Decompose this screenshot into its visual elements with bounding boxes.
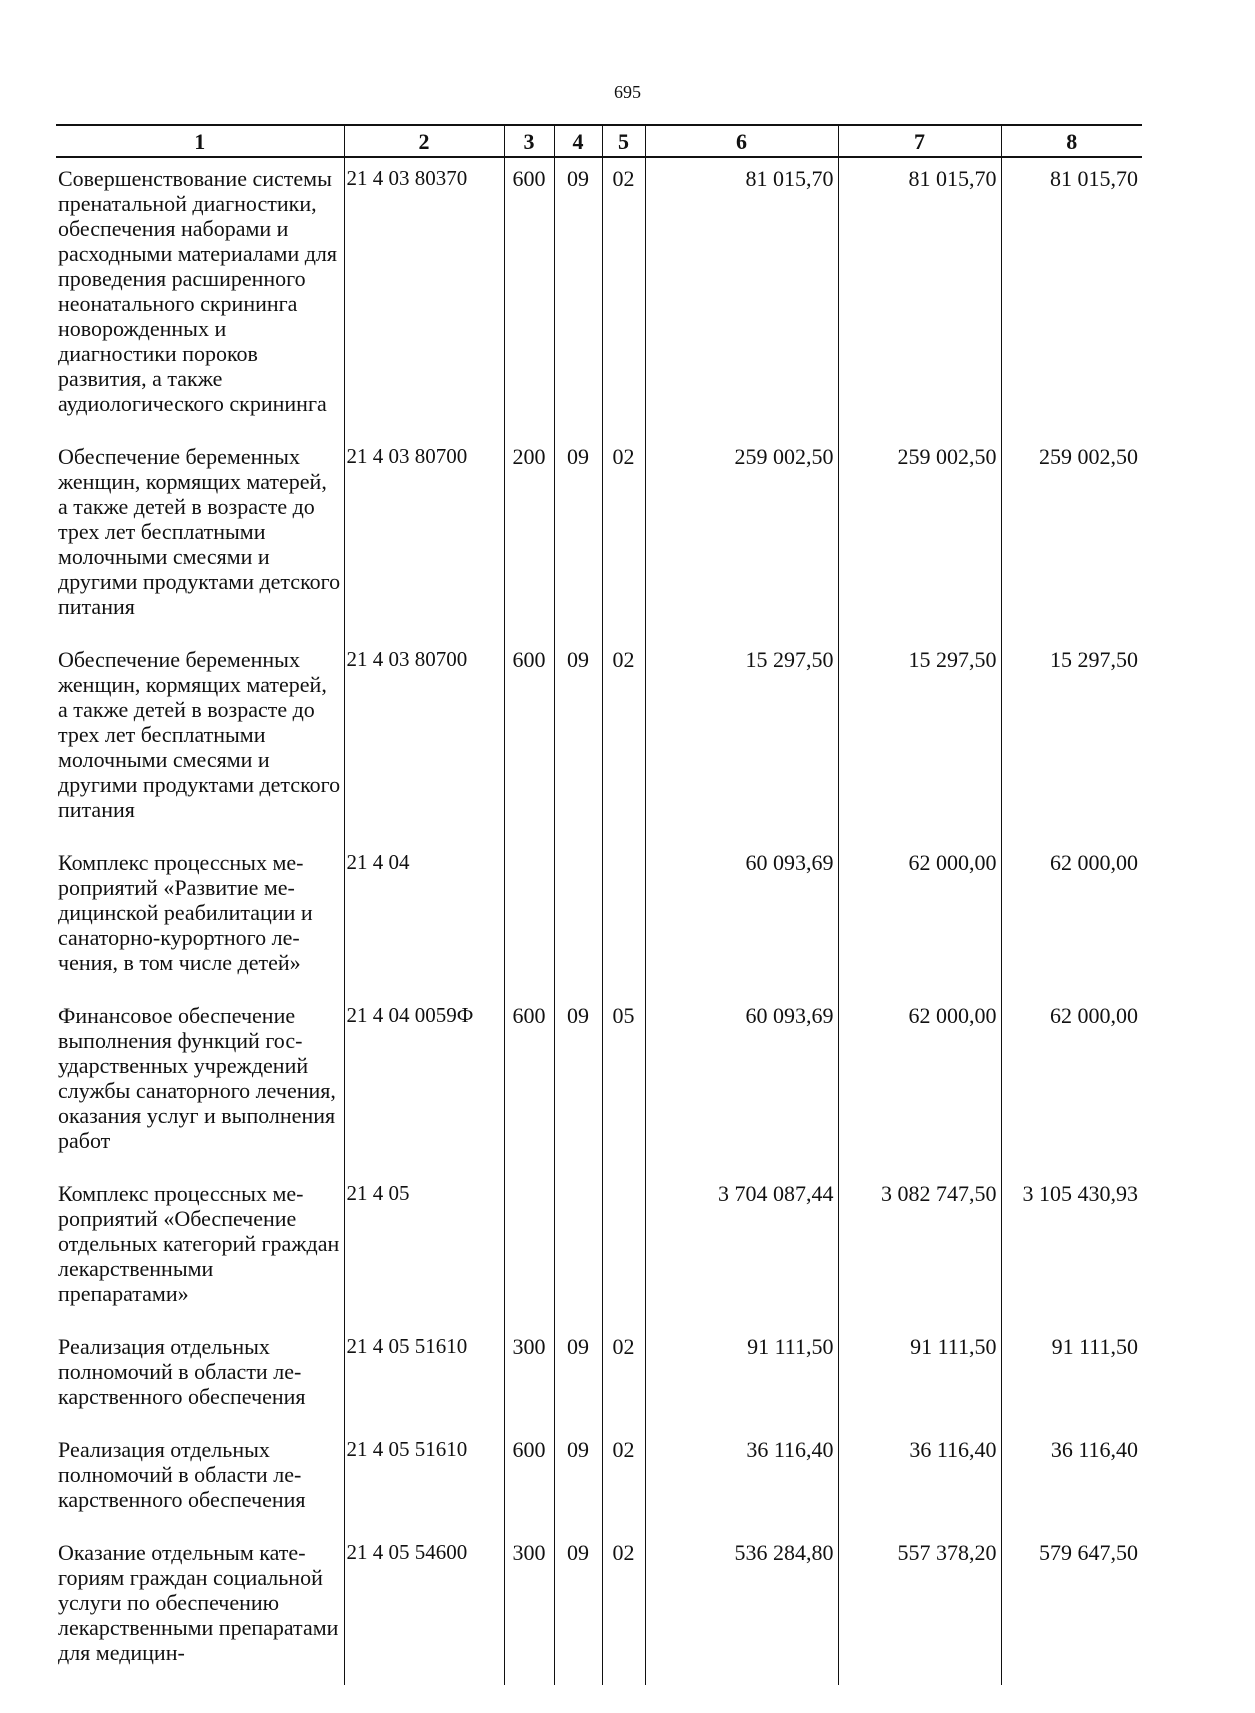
row-col6-amount: 15 297,50 — [645, 639, 838, 842]
row-col6-amount: 60 093,69 — [645, 995, 838, 1173]
row-col3: 600 — [504, 995, 554, 1173]
row-col6-amount: 60 093,69 — [645, 842, 838, 995]
row-col3: 200 — [504, 436, 554, 639]
column-header: 6 — [645, 125, 838, 157]
row-col6-amount: 536 284,80 — [645, 1532, 838, 1685]
row-col8-amount: 62 000,00 — [1001, 842, 1142, 995]
row-col4: 09 — [554, 157, 602, 436]
row-col4: 09 — [554, 1326, 602, 1429]
row-col7-amount: 3 082 747,50 — [838, 1173, 1001, 1326]
row-col8-amount: 36 116,40 — [1001, 1429, 1142, 1532]
row-col7-amount: 62 000,00 — [838, 842, 1001, 995]
row-col7-amount: 36 116,40 — [838, 1429, 1001, 1532]
row-col7-amount: 259 002,50 — [838, 436, 1001, 639]
row-col5: 02 — [602, 639, 645, 842]
row-col7-amount: 91 111,50 — [838, 1326, 1001, 1429]
row-col5 — [602, 842, 645, 995]
row-col8-amount: 259 002,50 — [1001, 436, 1142, 639]
row-code: 21 4 04 0059Ф — [344, 995, 504, 1173]
column-header: 5 — [602, 125, 645, 157]
table-row — [56, 1173, 1142, 1326]
header-row — [56, 125, 1142, 157]
row-description: Оказание отдельным категориям граждан социальной услуги по обеспечению лекарственными препаратами для медицин- — [56, 1532, 344, 1685]
table-row — [56, 436, 1142, 639]
row-code: 21 4 03 80370 — [344, 157, 504, 436]
row-col5: 02 — [602, 1429, 645, 1532]
row-col5 — [602, 1173, 645, 1326]
row-description: Комплекс процессных мероприятий «Развитие медицинской реабилитации и санаторно-курортного лечения, в том числе детей» — [56, 842, 344, 995]
table-row — [56, 1532, 1142, 1685]
column-header: 8 — [1001, 125, 1142, 157]
row-code: 21 4 05 54600 — [344, 1532, 504, 1685]
row-description: Обеспечение беременных женщин, кормящих матерей, а также детей в возрасте до трех лет бесплатными молочными смесями и другими продуктами детского питания — [56, 436, 344, 639]
row-description: Реализация отдельных полномочий в области лекарственного обеспечения — [56, 1326, 344, 1429]
row-code: 21 4 04 — [344, 842, 504, 995]
row-col8-amount: 579 647,50 — [1001, 1532, 1142, 1685]
row-code: 21 4 05 51610 — [344, 1326, 504, 1429]
row-code: 21 4 03 80700 — [344, 436, 504, 639]
table-row — [56, 842, 1142, 995]
row-description: Комплекс процессных мероприятий «Обеспечение отдельных категорий граждан лекарственными препаратами» — [56, 1173, 344, 1326]
row-col6-amount: 3 704 087,44 — [645, 1173, 838, 1326]
row-col5: 05 — [602, 995, 645, 1173]
row-col5: 02 — [602, 157, 645, 436]
row-col8-amount: 62 000,00 — [1001, 995, 1142, 1173]
row-col5: 02 — [602, 436, 645, 639]
table-row — [56, 157, 1142, 436]
row-col4 — [554, 1173, 602, 1326]
row-col3: 600 — [504, 639, 554, 842]
row-description: Совершенствование системы пренатальной диагностики, обеспечения наборами и расходными материалами для проведения расширенного неонатального скрининга новорожденных и диагностики пороков развития, а также аудиологического скрининга — [56, 157, 344, 436]
page-number: 695 — [614, 82, 641, 102]
table-row — [56, 995, 1142, 1173]
row-col3: 600 — [504, 1429, 554, 1532]
row-code: 21 4 03 80700 — [344, 639, 504, 842]
row-col3: 600 — [504, 157, 554, 436]
column-header: 7 — [838, 125, 1001, 157]
row-col6-amount: 36 116,40 — [645, 1429, 838, 1532]
row-col7-amount: 15 297,50 — [838, 639, 1001, 842]
row-col3 — [504, 1173, 554, 1326]
row-col5: 02 — [602, 1532, 645, 1685]
row-col4 — [554, 842, 602, 995]
row-col3: 300 — [504, 1532, 554, 1685]
row-col6-amount: 81 015,70 — [645, 157, 838, 436]
row-col5: 02 — [602, 1326, 645, 1429]
row-col4: 09 — [554, 639, 602, 842]
row-col4: 09 — [554, 1429, 602, 1532]
row-col6-amount: 259 002,50 — [645, 436, 838, 639]
column-header: 1 — [56, 125, 344, 157]
row-description: Обеспечение беременных женщин, кормящих матерей, а также детей в возрасте до трех лет бесплатными молочными смесями и другими продуктами детского питания — [56, 639, 344, 842]
row-col4: 09 — [554, 1532, 602, 1685]
row-col3 — [504, 842, 554, 995]
table-row — [56, 1429, 1142, 1532]
row-col8-amount: 81 015,70 — [1001, 157, 1142, 436]
row-code: 21 4 05 51610 — [344, 1429, 504, 1532]
row-code: 21 4 05 — [344, 1173, 504, 1326]
column-header: 2 — [344, 125, 504, 157]
row-col4: 09 — [554, 436, 602, 639]
row-col6-amount: 91 111,50 — [645, 1326, 838, 1429]
row-description: Реализация отдельных полномочий в области лекарственного обеспечения — [56, 1429, 344, 1532]
table-body — [56, 157, 1142, 1685]
table-row — [56, 639, 1142, 842]
column-header: 3 — [504, 125, 554, 157]
row-col7-amount: 81 015,70 — [838, 157, 1001, 436]
table-row — [56, 1326, 1142, 1429]
row-description: Финансовое обеспечение выполнения функций государственных учреждений службы санаторного лечения, оказания услуг и выполнения работ — [56, 995, 344, 1173]
row-col8-amount: 3 105 430,93 — [1001, 1173, 1142, 1326]
row-col4: 09 — [554, 995, 602, 1173]
row-col7-amount: 557 378,20 — [838, 1532, 1001, 1685]
row-col3: 300 — [504, 1326, 554, 1429]
row-col7-amount: 62 000,00 — [838, 995, 1001, 1173]
row-col8-amount: 91 111,50 — [1001, 1326, 1142, 1429]
row-col8-amount: 15 297,50 — [1001, 639, 1142, 842]
budget-table-container — [56, 124, 1142, 1665]
budget-table — [56, 124, 1142, 1685]
column-header: 4 — [554, 125, 602, 157]
